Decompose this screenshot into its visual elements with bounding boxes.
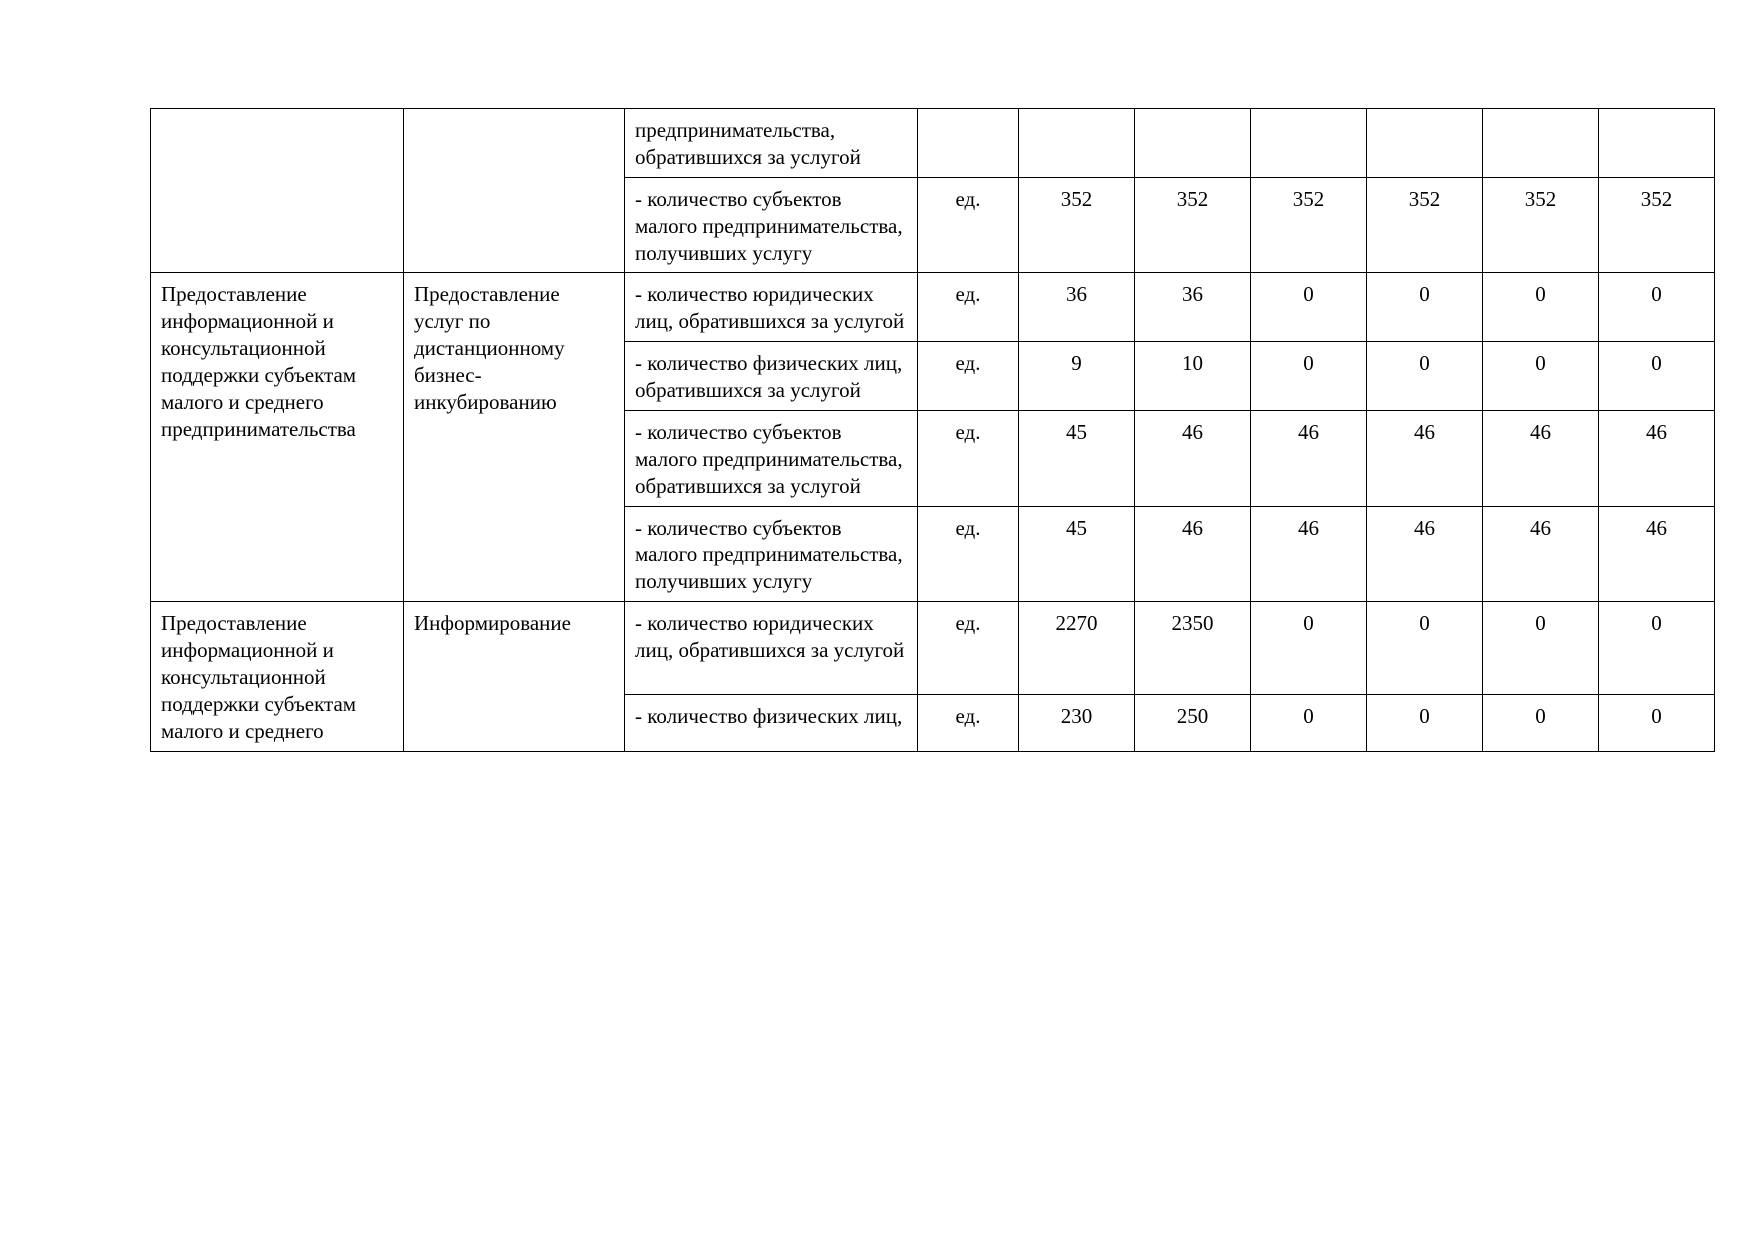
value-cell: 46 (1367, 410, 1483, 506)
value-cell: 0 (1599, 694, 1715, 751)
measure-cell: Предоставление информационной и консультационной поддержки субъектам малого и среднего предпринимательства (151, 273, 404, 602)
indicator-cell: - количество юридических лиц, обратившихся за услугой (625, 273, 918, 342)
unit-cell (918, 109, 1019, 178)
unit-cell: ед. (918, 177, 1019, 273)
value-cell: 0 (1251, 602, 1367, 695)
measure-cell: Предоставление информационной и консультационной поддержки субъектам малого и среднего (151, 602, 404, 751)
service-cell (404, 109, 625, 273)
value-cell (1483, 109, 1599, 178)
value-cell: 0 (1483, 273, 1599, 342)
value-cell: 0 (1483, 602, 1599, 695)
indicator-cell: - количество физических лиц, обратившихся за услугой (625, 342, 918, 411)
value-cell: 46 (1251, 506, 1367, 602)
value-cell: 10 (1135, 342, 1251, 411)
indicator-cell: - количество юридических лиц, обратившихся за услугой (625, 602, 918, 695)
value-cell (1135, 109, 1251, 178)
value-cell: 45 (1019, 506, 1135, 602)
value-cell (1599, 109, 1715, 178)
value-cell: 36 (1135, 273, 1251, 342)
value-cell: 0 (1251, 273, 1367, 342)
value-cell: 46 (1135, 506, 1251, 602)
value-cell: 0 (1367, 694, 1483, 751)
value-cell (1019, 109, 1135, 178)
value-cell: 0 (1367, 273, 1483, 342)
unit-cell: ед. (918, 506, 1019, 602)
value-cell (1367, 109, 1483, 178)
value-cell: 46 (1367, 506, 1483, 602)
value-cell: 352 (1599, 177, 1715, 273)
value-cell: 352 (1483, 177, 1599, 273)
value-cell: 250 (1135, 694, 1251, 751)
table-row (151, 273, 1715, 342)
value-cell: 45 (1019, 410, 1135, 506)
unit-cell: ед. (918, 602, 1019, 695)
value-cell: 46 (1251, 410, 1367, 506)
value-cell: 36 (1019, 273, 1135, 342)
value-cell: 46 (1135, 410, 1251, 506)
indicators-table (150, 108, 1715, 752)
value-cell: 352 (1135, 177, 1251, 273)
measure-cell (151, 109, 404, 273)
value-cell (1251, 109, 1367, 178)
value-cell: 230 (1019, 694, 1135, 751)
value-cell: 0 (1599, 342, 1715, 411)
unit-cell: ед. (918, 273, 1019, 342)
value-cell: 0 (1367, 602, 1483, 695)
value-cell: 46 (1483, 506, 1599, 602)
table-body (151, 109, 1715, 752)
indicator-cell: предпринимательства, обратившихся за услугой (625, 109, 918, 178)
unit-cell: ед. (918, 410, 1019, 506)
value-cell: 9 (1019, 342, 1135, 411)
table-row (151, 109, 1715, 178)
value-cell: 2270 (1019, 602, 1135, 695)
indicator-cell: - количество субъектов малого предпринимательства, обратившихся за услугой (625, 410, 918, 506)
unit-cell: ед. (918, 694, 1019, 751)
value-cell: 0 (1483, 342, 1599, 411)
indicator-cell: - количество субъектов малого предпринимательства, получивших услугу (625, 177, 918, 273)
value-cell: 0 (1251, 694, 1367, 751)
value-cell: 0 (1367, 342, 1483, 411)
value-cell: 46 (1599, 410, 1715, 506)
value-cell: 2350 (1135, 602, 1251, 695)
value-cell: 352 (1367, 177, 1483, 273)
value-cell: 0 (1251, 342, 1367, 411)
value-cell: 0 (1483, 694, 1599, 751)
value-cell: 0 (1599, 602, 1715, 695)
value-cell: 0 (1599, 273, 1715, 342)
indicator-cell: - количество субъектов малого предпринимательства, получивших услугу (625, 506, 918, 602)
value-cell: 352 (1019, 177, 1135, 273)
service-cell: Предоставление услуг по дистанционному бизнес-инкубированию (404, 273, 625, 602)
service-cell: Информирование (404, 602, 625, 751)
value-cell: 352 (1251, 177, 1367, 273)
indicator-cell: - количество физических лиц, (625, 694, 918, 751)
value-cell: 46 (1599, 506, 1715, 602)
value-cell: 46 (1483, 410, 1599, 506)
table-row (151, 602, 1715, 695)
unit-cell: ед. (918, 342, 1019, 411)
